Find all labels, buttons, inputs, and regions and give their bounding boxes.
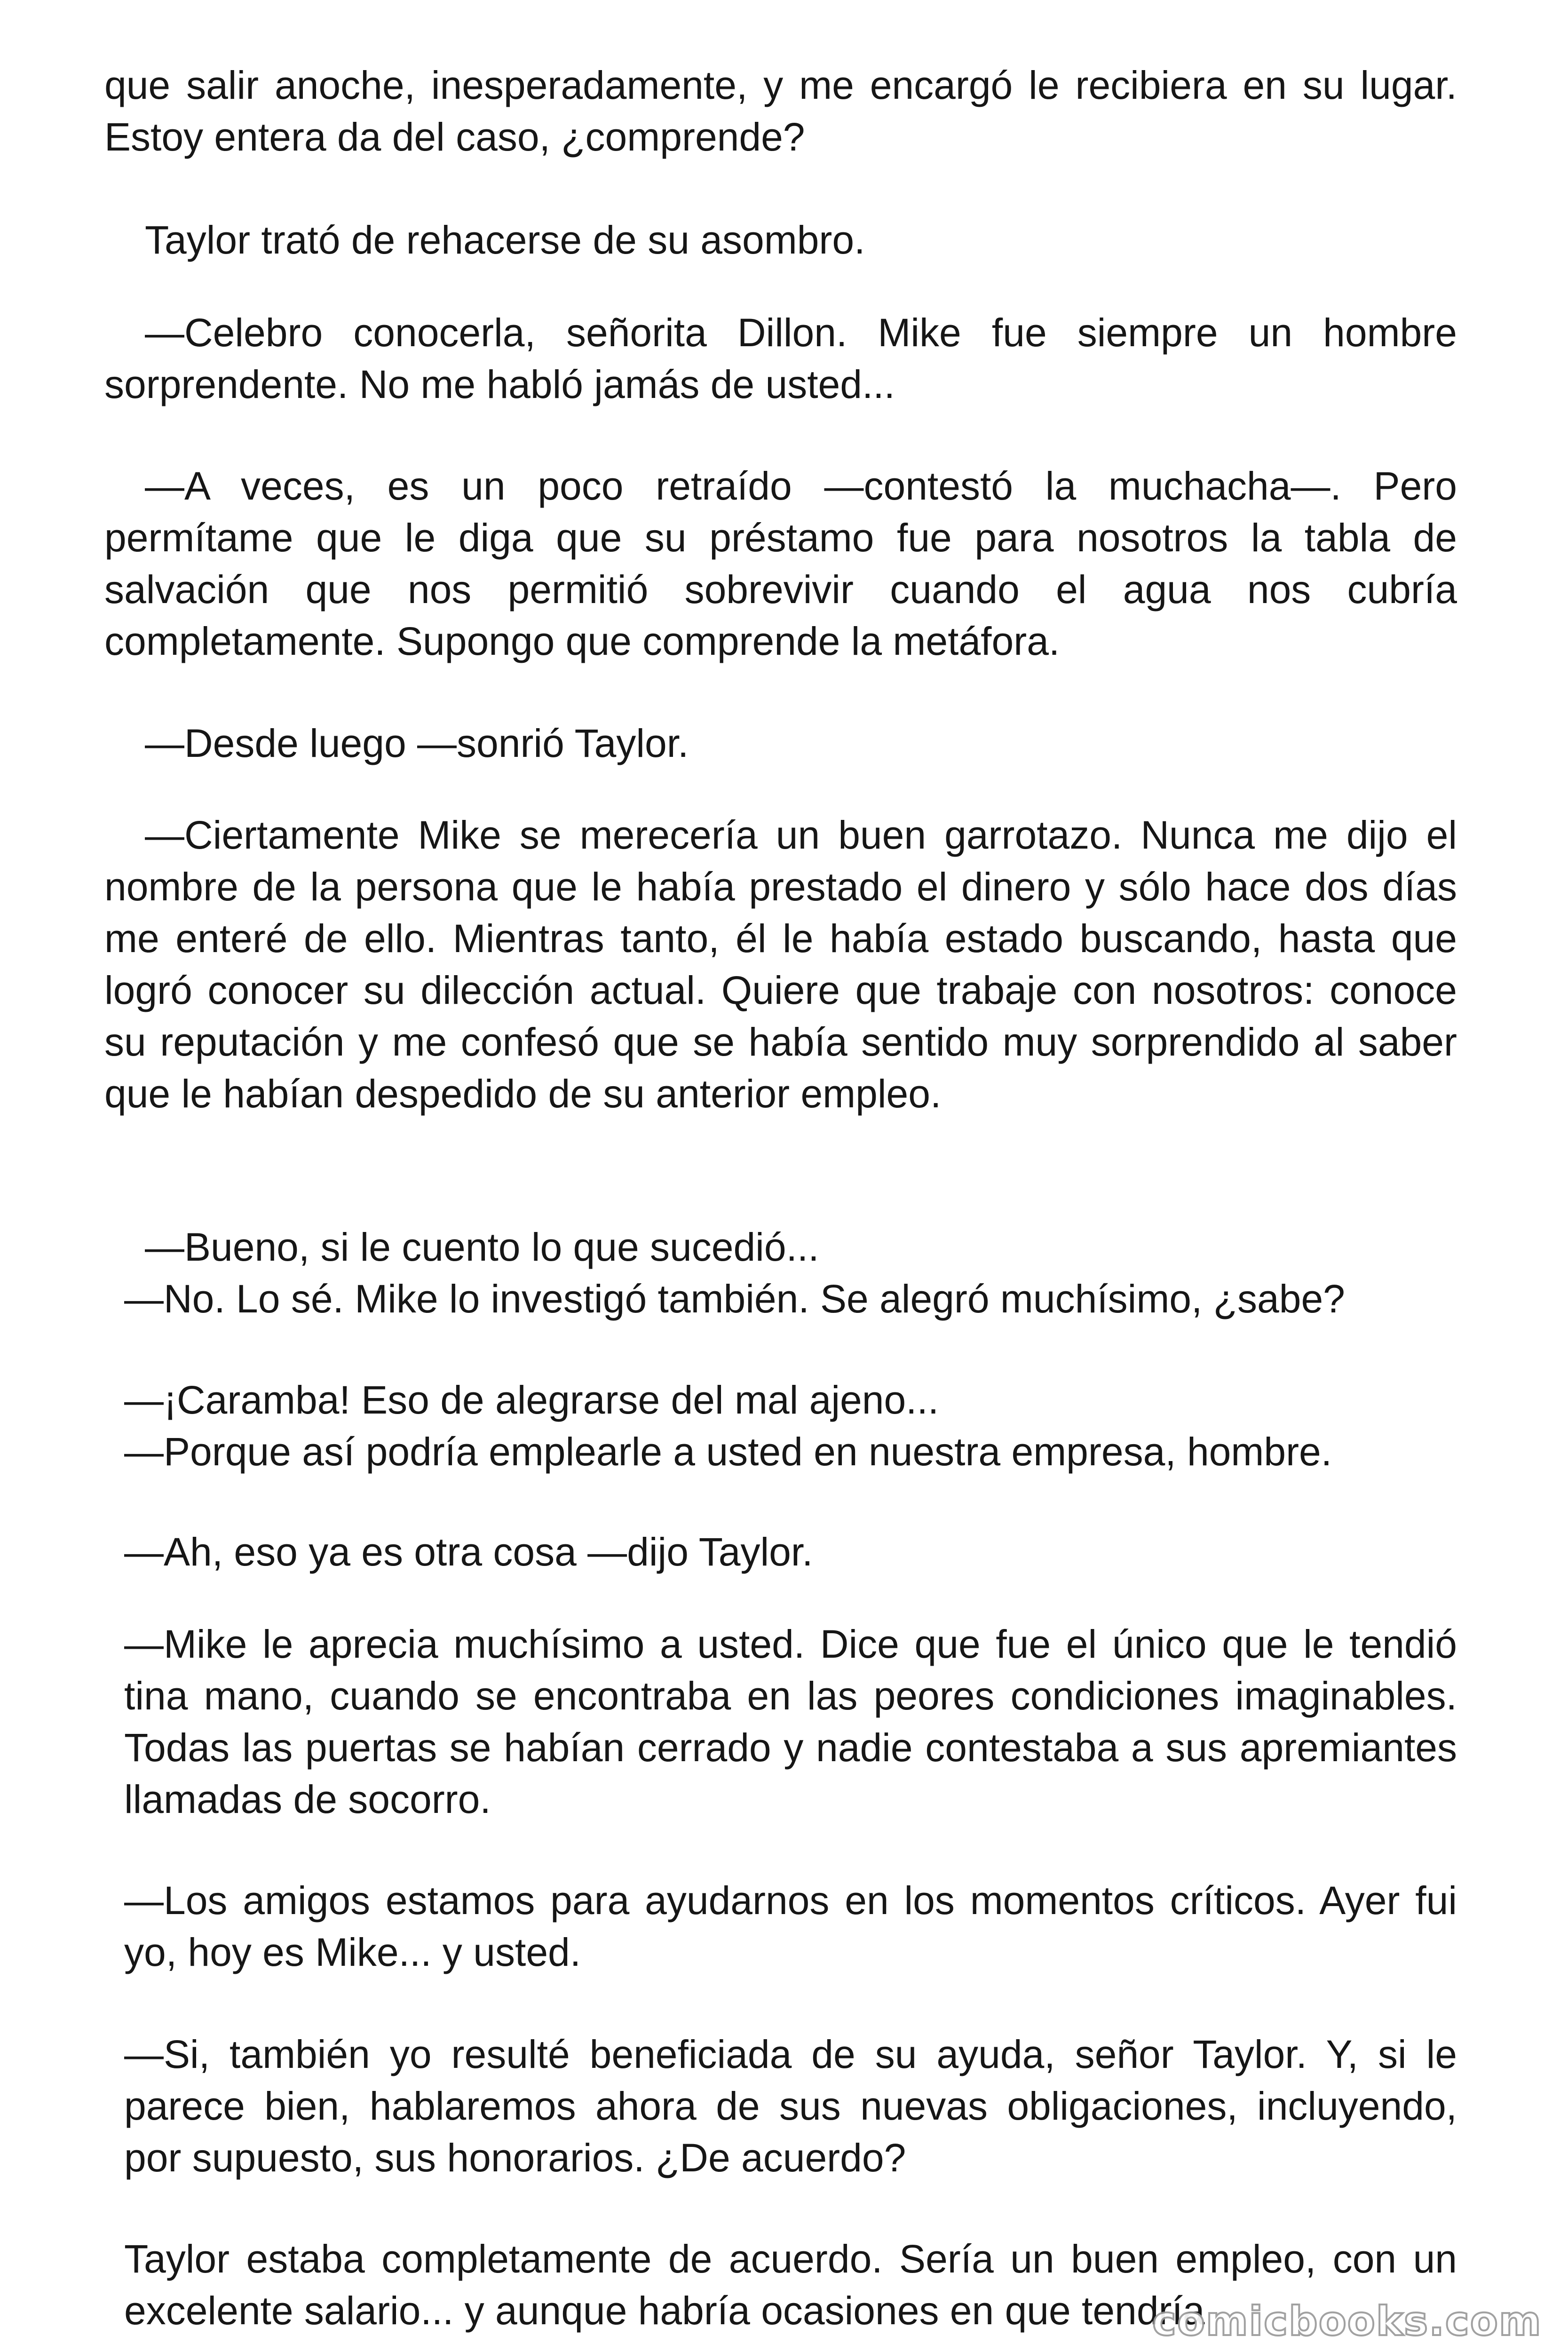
paragraph-3: —Celebro conocerla, señorita Dillon. Mike fue siempre un hombre sorprendente. No me habló jamás de usted... <box>104 310 1457 406</box>
paragraph-2: Taylor trató de rehacerse de su asombro. <box>145 218 865 262</box>
paragraph-12: —Mike le aprecia muchísimo a usted. Dice que fue el único que le tendió tina mano, cuando se encontraba en las peores condiciones imaginables. Todas las puertas se habían cerrado y nadie contestaba a sus apremiantes llamadas de socorro. <box>124 1622 1457 1821</box>
paragraph-9: —¡Caramba! Eso de alegrarse del mal ajeno... <box>124 1378 939 1422</box>
paragraph-4: —A veces, es un poco retraído —contestó la muchacha—. Pero permítame que le diga que su préstamo fue para nosotros la tabla de salvación que nos permitió sobrevivir cuando el agua nos cubría completamente. Supongo que comprende la metáfora. <box>104 464 1457 663</box>
paragraph-11: —Ah, eso ya es otra cosa —dijo Taylor. <box>124 1530 813 1574</box>
paragraph-8: —No. Lo sé. Mike lo investigó también. Se alegró muchísimo, ¿sabe? <box>124 1277 1345 1321</box>
paragraph-14: —Si, también yo resulté beneficiada de su ayuda, señor Taylor. Y, si le parece bien, hablaremos ahora de sus nuevas obligaciones, incluyendo, por supuesto, sus honorarios. ¿De acuerdo? <box>124 2032 1457 2180</box>
paragraph-7: —Bueno, si le cuento lo que sucedió... <box>145 1225 819 1269</box>
watermark-logo: comicbooks.com <box>1152 2298 1542 2345</box>
paragraph-10: —Porque así podría emplearle a usted en nuestra empresa, hombre. <box>124 1430 1332 1474</box>
paragraph-5: —Desde luego —sonrió Taylor. <box>145 721 689 765</box>
paragraph-13: —Los amigos estamos para ayudarnos en los momentos críticos. Ayer fui yo, hoy es Mike... y usted. <box>124 1878 1457 1974</box>
paragraph-6: —Ciertamente Mike se merecería un buen garrotazo. Nunca me dijo el nombre de la persona que le había prestado el dinero y sólo hace dos días me enteré de ello. Mientras tanto, él le había estado buscando, hasta que logró conocer su dilección actual. Quiere que trabaje con nosotros: conoce su reputación y me confesó que se había sentido muy sorprendido al saber que le habían despedido de su anterior empleo. <box>104 813 1457 1116</box>
paragraph-15: Taylor estaba completamente de acuerdo. Sería un buen empleo, con un excelente salario... y aunque habría ocasiones en que tendría <box>124 2237 1457 2333</box>
paragraph-1: que salir anoche, inesperadamente, y me encargó le recibiera en su lugar. Estoy entera da del caso, ¿comprende? <box>104 63 1457 159</box>
